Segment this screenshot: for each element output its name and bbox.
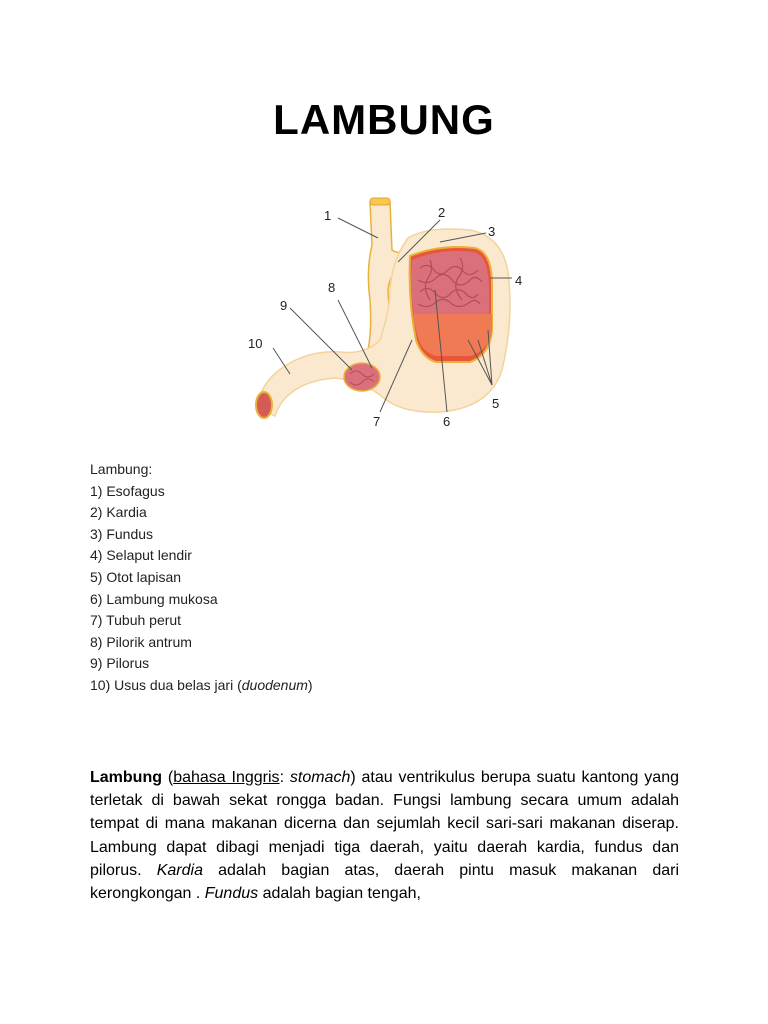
esophagus-opening	[370, 198, 390, 205]
label-6: 6	[443, 414, 451, 429]
legend-item: 7) Tubuh perut	[90, 612, 182, 629]
page-title: LAMBUNG	[273, 96, 495, 143]
label-10: 10	[248, 336, 263, 351]
term-stomach: stomach	[289, 769, 351, 786]
label-5: 5	[492, 396, 500, 411]
term-fundus: Fundus	[204, 885, 259, 903]
legend-item: 3) Fundus	[90, 525, 154, 542]
legend-item: 4) Selaput lendir	[90, 547, 192, 564]
legend-item: 1) Esofagus	[90, 482, 165, 499]
label-9: 9	[280, 298, 288, 313]
duodenum-opening	[256, 392, 272, 418]
legend-item-prefix: 10) Usus dua belas jari (	[90, 676, 242, 693]
legend-item: 2) Kardia	[90, 504, 147, 521]
paragraph-text-1: ) atau ventrikulus berupa suatu kantong yang terletak di bawah sekat rongga badan. Fungsi lambung secara umum adalah tempat di mana makanan dicerna dan sejumlah kecil sari-sari makanan diserap. Lambung dapat dibagi menjadi tiga daerah, yaitu daerah kardia, fundus dan pilorus.	[90, 769, 679, 879]
body-paragraph: Lambung (bahasa Inggris: stomach) atau ventrikulus berupa suatu kantong yang terletak di bawah sekat rongga badan. Fungsi lambung secara umum adalah tempat di mana makanan dicerna dan sejumlah kecil sari-sari makanan diserap. Lambung dapat dibagi menjadi tiga daerah, yaitu daerah kardia, fundus dan pilorus. Kardia adalah bagian atas, daerah pintu masuk makanan dari kerongkongan . Fundus adalah bagian tengah,	[90, 769, 679, 903]
legend-item-suffix: )	[307, 676, 313, 693]
stomach-diagram	[240, 190, 540, 440]
term-lambung: Lambung	[90, 769, 162, 786]
label-8: 8	[328, 280, 336, 295]
label-2: 2	[438, 205, 446, 220]
legend-item: 9) Pilorus	[90, 655, 150, 672]
legend	[90, 459, 313, 697]
legend-item-duodenum	[90, 675, 313, 697]
legend-item: 6) Lambung mukosa	[90, 590, 218, 607]
legend-item: 5) Otot lapisan	[90, 568, 182, 585]
paragraph-text-2: adalah bagian atas, daerah pintu masuk makanan dari kerongkongan .	[90, 861, 679, 903]
legend-heading: Lambung:	[90, 461, 153, 477]
term-kardia: Kardia	[156, 861, 203, 879]
link-bahasa-inggris[interactable]: bahasa Inggris	[173, 769, 280, 786]
stomach-illustration	[240, 190, 540, 440]
legend-item: 8) Pilorik antrum	[90, 633, 192, 650]
label-7: 7	[373, 414, 381, 429]
legend-item-italic: duodenum	[241, 676, 308, 693]
colon: :	[279, 769, 285, 786]
label-3: 3	[488, 224, 496, 239]
label-4: 4	[515, 273, 523, 288]
label-1: 1	[324, 208, 332, 223]
paragraph-text-3: adalah bagian tengah,	[258, 885, 421, 903]
